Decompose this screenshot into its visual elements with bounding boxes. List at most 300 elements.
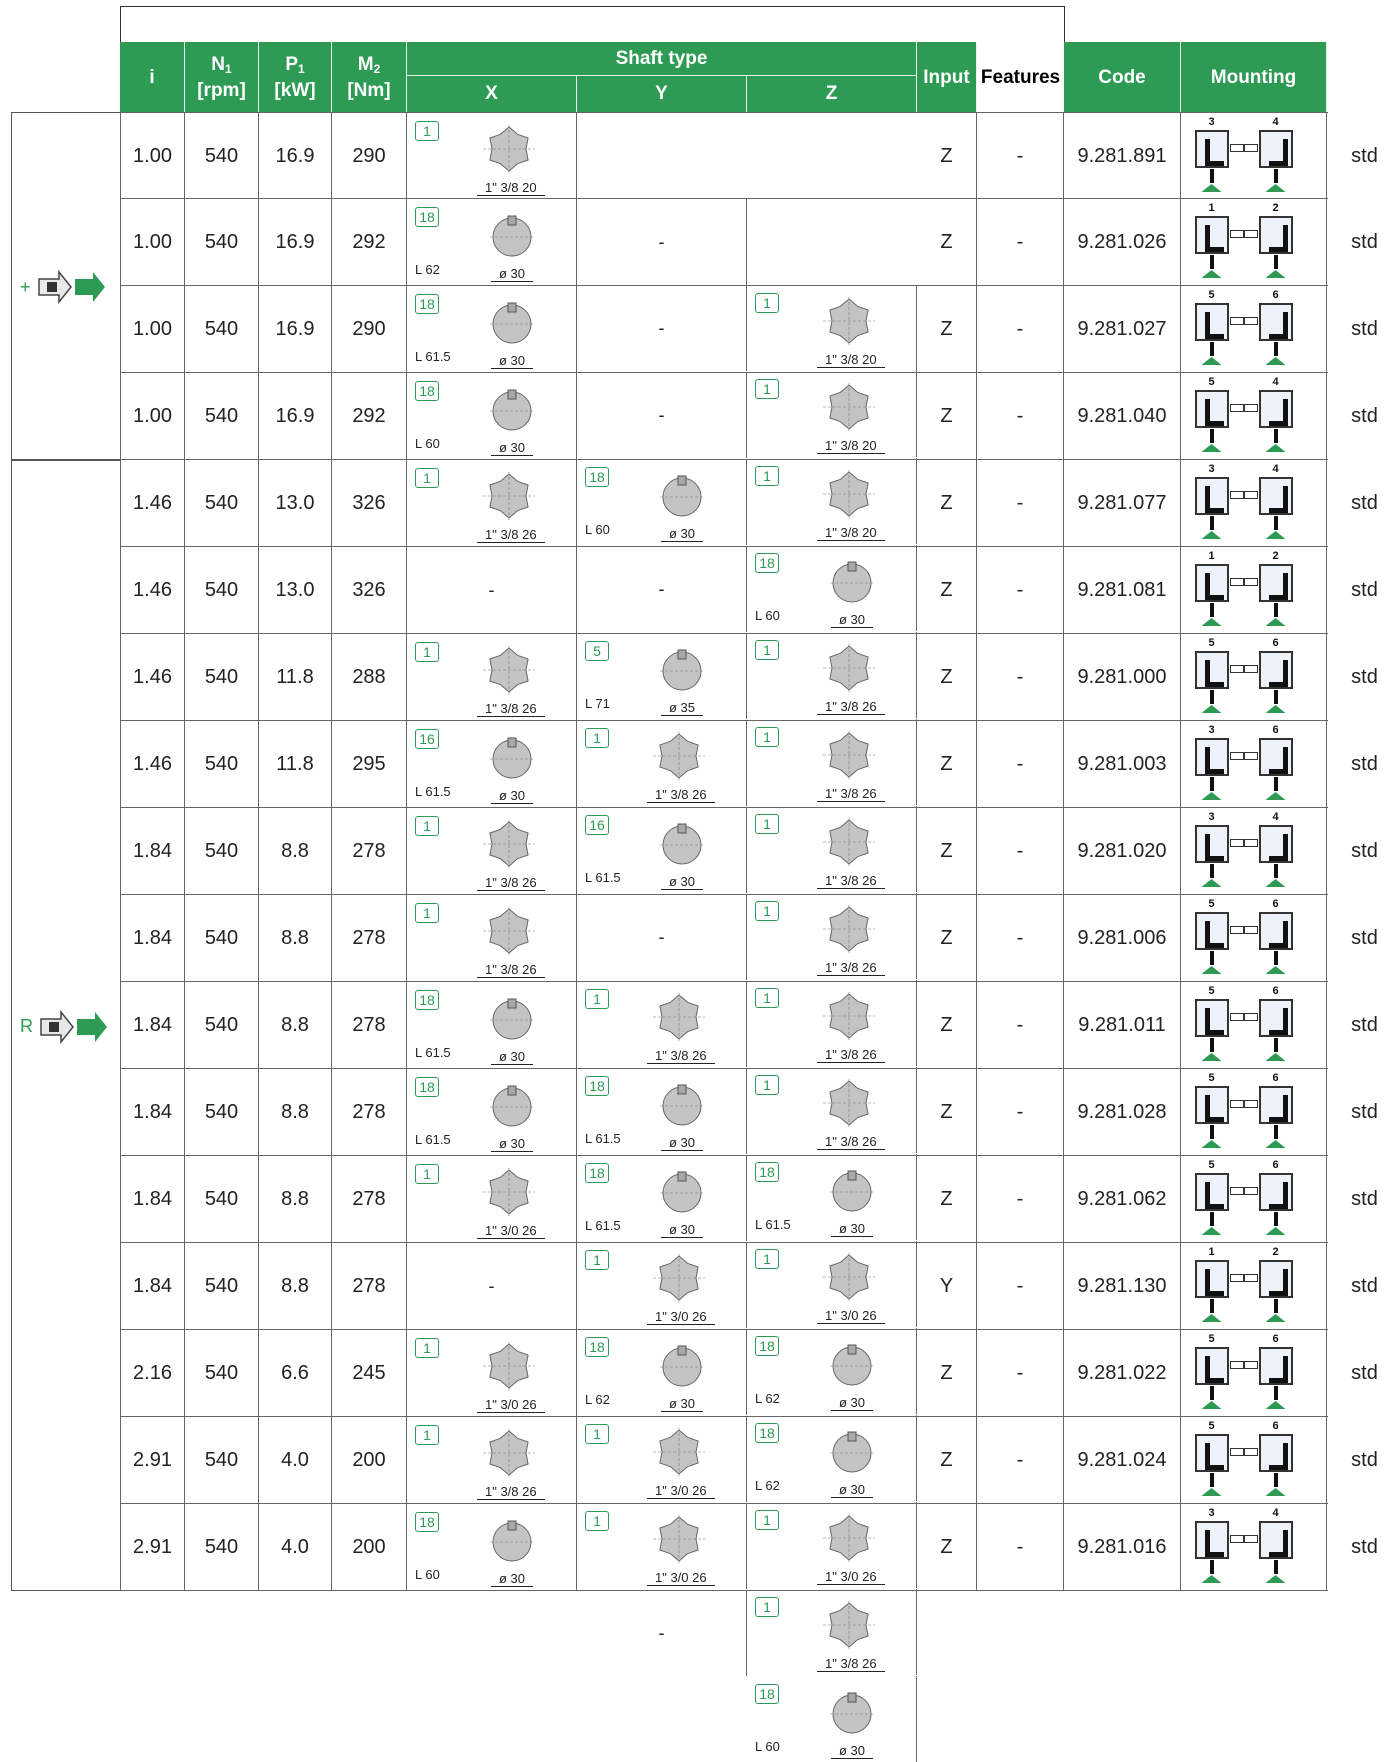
base-arrow-icon <box>1266 1314 1286 1322</box>
mount-position-number: 1 <box>1208 550 1215 562</box>
cell-input <box>917 808 977 894</box>
cell-x <box>407 373 577 459</box>
shaft-badge: 1 <box>415 1338 439 1358</box>
value-n1: 540 <box>204 491 239 514</box>
value-input: Z <box>940 144 953 167</box>
value-m2: 278 <box>352 926 386 949</box>
keyed-shaft-icon <box>489 996 535 1042</box>
cell-m2 <box>332 808 407 894</box>
output-shaft-icon <box>1274 1212 1278 1226</box>
value-i: 1.46 <box>133 752 172 775</box>
output-shaft-icon <box>1274 777 1278 791</box>
shaft-dimension: ø 30 <box>839 1395 866 1410</box>
value-input: Z <box>940 317 953 340</box>
base-arrow-icon <box>1202 705 1222 713</box>
cell-p1 <box>259 113 332 199</box>
base-arrow-icon <box>1202 1227 1222 1235</box>
mount-position-number: 6 <box>1272 637 1279 649</box>
coupling-icon <box>1230 926 1244 934</box>
cell-mount <box>1181 113 1327 199</box>
shaft-dimension: 1" 3/0 26 <box>655 1570 707 1585</box>
col-x: X <box>407 76 577 112</box>
cell-i <box>120 547 185 633</box>
shaft-length: L 60 <box>585 522 610 537</box>
mounting-diagram <box>1184 637 1324 717</box>
cell-x <box>407 808 577 894</box>
output-shaft-icon <box>1274 1299 1278 1313</box>
coupling-icon <box>1230 1361 1244 1369</box>
output-shaft-icon <box>1210 1212 1214 1226</box>
mounting-diagram <box>1184 116 1324 196</box>
shaft-dimension: 1" 3/8 26 <box>825 699 877 714</box>
value-features: - <box>1016 1274 1024 1297</box>
shaft-dimension: 1" 3/8 26 <box>485 1484 537 1499</box>
output-shaft-icon <box>1274 1386 1278 1400</box>
std-text: std <box>1351 404 1378 427</box>
value-i: 1.84 <box>133 839 172 862</box>
col-features: Features <box>977 42 1064 112</box>
base-arrow-icon <box>1202 357 1222 365</box>
cell-m2 <box>332 547 407 633</box>
shaft-badge: 1 <box>755 1597 779 1617</box>
value-n1: 540 <box>204 317 239 340</box>
output-shaft-icon <box>1210 864 1214 878</box>
col-code: Code <box>1064 42 1181 112</box>
cell-x <box>407 895 577 981</box>
cell-code <box>1064 460 1181 546</box>
cell-m2 <box>332 373 407 459</box>
cell-mount <box>1181 199 1327 285</box>
std-label <box>1327 1069 1400 1155</box>
value-n1: 540 <box>204 926 239 949</box>
value-features: - <box>1016 317 1024 340</box>
l-shape-icon <box>1205 1182 1224 1209</box>
cell-code <box>1064 634 1181 720</box>
spline-shaft <box>821 1599 877 1657</box>
mounting-diagram <box>1184 202 1324 282</box>
table-header <box>120 42 1328 112</box>
shaft-dimension: 1" 3/8 26 <box>825 786 877 801</box>
shaft-dimension: 1" 3/0 26 <box>485 1223 537 1238</box>
cell-x <box>407 1504 577 1590</box>
mounting-diagram <box>1184 1246 1324 1326</box>
mounting-diagram <box>1184 1072 1324 1152</box>
cell-m2 <box>332 1417 407 1503</box>
mounting-diagram <box>1184 811 1324 891</box>
cell-x <box>407 460 577 546</box>
cell-n1 <box>185 1417 259 1503</box>
shaft-dimension: ø 35 <box>669 700 696 715</box>
value-code: 9.281.000 <box>1077 665 1167 688</box>
l-shape-icon <box>1205 1095 1224 1122</box>
cell-n1 <box>185 1504 259 1590</box>
cell-m2 <box>332 1156 407 1242</box>
j-shape-icon <box>1269 1008 1288 1035</box>
shaft-dimension: ø 30 <box>499 266 526 281</box>
spline-shaft-icon <box>821 1599 877 1651</box>
keyed-shaft <box>489 213 535 265</box>
shaft-dimension: ø 30 <box>669 874 696 889</box>
value-features: - <box>1016 230 1024 253</box>
shaft-dimension: ø 30 <box>499 1049 526 1064</box>
spline-shaft <box>481 905 537 963</box>
spline-shaft <box>481 644 537 702</box>
keyed-shaft <box>489 387 535 439</box>
value-features: - <box>1016 1187 1024 1210</box>
cell-features <box>977 808 1064 894</box>
std-text: std <box>1351 1187 1378 1210</box>
std-label <box>1327 460 1400 546</box>
value-m2: 290 <box>352 317 386 340</box>
value-i: 1.46 <box>133 491 172 514</box>
value-i: 1.84 <box>133 926 172 949</box>
coupling-icon <box>1244 665 1258 673</box>
cell-x <box>407 1069 577 1155</box>
cell-p1 <box>259 373 332 459</box>
cell-i <box>120 982 185 1068</box>
base-arrow-icon <box>1202 792 1222 800</box>
cell-mount <box>1181 634 1327 720</box>
value-features: - <box>1016 1448 1024 1471</box>
value-i: 1.00 <box>133 317 172 340</box>
value-n1: 540 <box>204 1535 239 1558</box>
value-i: 1.84 <box>133 1187 172 1210</box>
coupling-icon <box>1230 1100 1244 1108</box>
shaft-badge: 18 <box>415 1077 439 1097</box>
cell-p1 <box>259 547 332 633</box>
mount-position-number: 5 <box>1208 985 1215 997</box>
cell-x <box>407 982 577 1068</box>
shaft-badge: 18 <box>585 1337 609 1357</box>
output-shaft-icon <box>1274 516 1278 530</box>
value-m2: 200 <box>352 1535 386 1558</box>
cell-code <box>1064 113 1181 199</box>
std-text: std <box>1351 1361 1378 1384</box>
mount-position-number: 1 <box>1208 1246 1215 1258</box>
value-code: 9.281.024 <box>1077 1448 1167 1471</box>
shaft-dimension: 1" 3/0 26 <box>655 1309 707 1324</box>
output-shaft-icon <box>1210 1560 1214 1574</box>
mount-position-number: 6 <box>1272 1159 1279 1171</box>
shaft-type-group <box>407 42 917 112</box>
cell-code <box>1064 1504 1181 1590</box>
coupling-icon <box>1244 1448 1258 1456</box>
coupling-icon <box>1230 1448 1244 1456</box>
base-arrow-icon <box>1202 1401 1222 1409</box>
gearbox-icon <box>1195 130 1229 168</box>
base-arrow-icon <box>1266 966 1286 974</box>
cell-n1 <box>185 982 259 1068</box>
gearbox-icon <box>1195 216 1229 254</box>
shaft-dimension: 1" 3/8 26 <box>825 1656 877 1671</box>
cell-features <box>977 547 1064 633</box>
shaft-length: L 61.5 <box>415 784 451 799</box>
shaft-length: L 61.5 <box>585 870 621 885</box>
gearbox-icon <box>1259 1521 1293 1559</box>
spline-shaft <box>481 1340 537 1398</box>
keyed-shaft <box>489 300 535 352</box>
value-features: - <box>1016 1535 1024 1558</box>
shaft-dimension: 1" 3/8 26 <box>485 701 537 716</box>
shaft-badge: 16 <box>585 815 609 835</box>
shaft-type-title: Shaft type <box>407 42 917 76</box>
l-shape-icon <box>1205 139 1224 166</box>
cell-n1 <box>185 1243 259 1329</box>
coupling-icon <box>1244 578 1258 586</box>
value-n1: 540 <box>204 578 239 601</box>
mount-position-number: 2 <box>1272 550 1279 562</box>
value-m2: 288 <box>352 665 386 688</box>
shaft-length: L 60 <box>415 436 440 451</box>
value-input: Z <box>940 1448 953 1471</box>
base-arrow-icon <box>1266 705 1286 713</box>
value-features: - <box>1016 839 1024 862</box>
coupling-icon <box>1230 665 1244 673</box>
shaft-dimension: 1" 3/8 26 <box>825 1134 877 1149</box>
cell-features <box>977 1504 1064 1590</box>
mount-position-number: 6 <box>1272 724 1279 736</box>
empty-dash: - <box>658 926 665 947</box>
value-features: - <box>1016 1100 1024 1123</box>
empty-dash: - <box>658 231 665 252</box>
j-shape-icon <box>1269 1443 1288 1470</box>
value-m2: 292 <box>352 404 386 427</box>
cell-n1 <box>185 1156 259 1242</box>
cell-x <box>407 721 577 807</box>
base-arrow-icon <box>1202 531 1222 539</box>
cell-p1 <box>259 982 332 1068</box>
std-text: std <box>1351 144 1378 167</box>
value-code: 9.281.077 <box>1077 491 1167 514</box>
gearbox-icon <box>1195 1347 1229 1385</box>
gearbox-icon <box>1195 390 1229 428</box>
value-input: Z <box>940 404 953 427</box>
shaft-badge: 1 <box>585 728 609 748</box>
value-n1: 540 <box>204 1274 239 1297</box>
j-shape-icon <box>1269 399 1288 426</box>
mount-position-number: 3 <box>1208 116 1215 128</box>
shaft-dimension: ø 30 <box>499 1571 526 1586</box>
coupling-icon <box>1244 752 1258 760</box>
coupling-icon <box>1230 1274 1244 1282</box>
gearbox-icon <box>1259 477 1293 515</box>
value-p1: 13.0 <box>275 578 315 601</box>
cell-code <box>1064 1417 1181 1503</box>
cell-input <box>917 721 977 807</box>
output-shaft-icon <box>1274 1125 1278 1139</box>
value-m2: 295 <box>352 752 386 775</box>
output-shaft-icon <box>1210 516 1214 530</box>
cell-n1 <box>185 113 259 199</box>
std-text: std <box>1351 1274 1378 1297</box>
cell-m2 <box>332 1243 407 1329</box>
value-n1: 540 <box>204 1361 239 1384</box>
mount-position-number: 1 <box>1208 202 1215 214</box>
shaft-length: L 61.5 <box>415 1132 451 1147</box>
empty-dash: - <box>658 404 665 425</box>
shaft-dimension: ø 30 <box>669 526 696 541</box>
mount-position-number: 4 <box>1272 463 1279 475</box>
cell-m2 <box>332 199 407 285</box>
shaft-length: L 62 <box>755 1478 780 1493</box>
cell-n1 <box>185 1330 259 1416</box>
mount-position-number: 5 <box>1208 1420 1215 1432</box>
cell-mount <box>1181 1243 1327 1329</box>
l-shape-icon <box>1205 1269 1224 1296</box>
coupling-icon <box>1244 1361 1258 1369</box>
spline-shaft-icon <box>481 1340 537 1392</box>
cell-code <box>1064 808 1181 894</box>
value-m2: 290 <box>352 144 386 167</box>
std-text: std <box>1351 1013 1378 1036</box>
mount-position-number: 5 <box>1208 1159 1215 1171</box>
cell-mount <box>1181 1069 1327 1155</box>
value-p1: 16.9 <box>275 144 315 167</box>
base-arrow-icon <box>1266 792 1286 800</box>
output-shaft-icon <box>1210 777 1214 791</box>
shaft-length: L 61.5 <box>415 349 451 364</box>
value-input: Z <box>940 230 953 253</box>
value-m2: 278 <box>352 1274 386 1297</box>
value-input: Z <box>940 1100 953 1123</box>
shaft-length: L 61.5 <box>585 1218 621 1233</box>
shaft-badge: 18 <box>415 207 439 227</box>
shaft-length: L 60 <box>755 1739 780 1754</box>
value-n1: 540 <box>204 1013 239 1036</box>
shaft-length: L 61.5 <box>415 1045 451 1060</box>
cell-p1 <box>259 895 332 981</box>
value-code: 9.281.028 <box>1077 1100 1167 1123</box>
cell-i <box>120 1069 185 1155</box>
shaft-dimension: 1" 3/0 26 <box>485 1397 537 1412</box>
std-label <box>1327 547 1400 633</box>
cell-code <box>1064 895 1181 981</box>
shaft-dimension: ø 30 <box>669 1135 696 1150</box>
shaft-badge: 1 <box>755 727 779 747</box>
mount-position-number: 5 <box>1208 289 1215 301</box>
coupling-icon <box>1230 317 1244 325</box>
shaft-badge: 1 <box>415 468 439 488</box>
value-code: 9.281.022 <box>1077 1361 1167 1384</box>
std-label <box>1327 286 1400 372</box>
value-p1: 8.8 <box>281 926 309 949</box>
output-shaft-icon <box>1274 1473 1278 1487</box>
mount-position-number: 4 <box>1272 1507 1279 1519</box>
shaft-dimension: ø 30 <box>839 1221 866 1236</box>
cell-features <box>977 1330 1064 1416</box>
shaft-badge: 18 <box>755 1423 779 1443</box>
output-shaft-icon <box>1210 429 1214 443</box>
base-arrow-icon <box>1266 444 1286 452</box>
value-features: - <box>1016 1361 1024 1384</box>
gearbox-arrow-icon <box>39 1010 109 1044</box>
value-i: 2.16 <box>133 1361 172 1384</box>
cell-i <box>120 634 185 720</box>
cell-n1 <box>185 634 259 720</box>
output-shaft-icon <box>1210 951 1214 965</box>
std-label <box>1327 1330 1400 1416</box>
gearbox-icon <box>1259 1347 1293 1385</box>
gearbox-icon <box>1259 651 1293 689</box>
value-features: - <box>1016 665 1024 688</box>
cell-n1 <box>185 286 259 372</box>
mounting-diagram <box>1184 1333 1324 1413</box>
cell-z <box>747 1676 917 1762</box>
output-shaft-icon <box>1274 342 1278 356</box>
keyed-shaft-icon <box>489 300 535 346</box>
spline-shaft <box>481 1427 537 1485</box>
coupling-icon <box>1244 1535 1258 1543</box>
shaft-badge: 1 <box>755 814 779 834</box>
base-arrow-icon <box>1266 879 1286 887</box>
cell-m2 <box>332 721 407 807</box>
shaft-badge: 1 <box>415 121 439 141</box>
output-shaft-icon <box>1210 255 1214 269</box>
value-p1: 6.6 <box>281 1361 309 1384</box>
shaft-dimension: 1" 3/0 26 <box>825 1569 877 1584</box>
keyed-shaft-icon <box>489 1518 535 1564</box>
gearbox-icon <box>1259 1086 1293 1124</box>
cell-m2 <box>332 1069 407 1155</box>
base-arrow-icon <box>1266 618 1286 626</box>
cell-m2 <box>332 895 407 981</box>
j-shape-icon <box>1269 921 1288 948</box>
mounting-diagram <box>1184 898 1324 978</box>
cell-input <box>917 1243 977 1329</box>
j-shape-icon <box>1269 486 1288 513</box>
shaft-badge: 18 <box>755 553 779 573</box>
value-i: 2.91 <box>133 1535 172 1558</box>
coupling-icon <box>1230 144 1244 152</box>
value-input: Y <box>939 1274 954 1297</box>
cell-i <box>120 1330 185 1416</box>
std-text: std <box>1351 317 1378 340</box>
shaft-badge: 18 <box>415 990 439 1010</box>
cell-x <box>407 113 577 199</box>
cell-code <box>1064 199 1181 285</box>
coupling-icon <box>1230 230 1244 238</box>
shaft-dimension: ø 30 <box>499 1136 526 1151</box>
shaft-length: L 60 <box>415 1567 440 1582</box>
shaft-badge: 1 <box>755 466 779 486</box>
keyed-shaft-icon <box>489 1083 535 1129</box>
l-shape-icon <box>1205 1443 1224 1470</box>
gearbox-icon <box>1195 912 1229 950</box>
cell-input <box>917 634 977 720</box>
shaft-dimension: ø 30 <box>499 788 526 803</box>
shaft-dimension: ø 30 <box>499 353 526 368</box>
shaft-dimension: 1" 3/8 26 <box>655 787 707 802</box>
l-shape-icon <box>1205 1356 1224 1383</box>
l-shape-icon <box>1205 660 1224 687</box>
value-p1: 8.8 <box>281 1187 309 1210</box>
mount-position-number: 5 <box>1208 376 1215 388</box>
j-shape-icon <box>1269 1269 1288 1296</box>
empty-dash: - <box>488 1275 495 1296</box>
shaft-dimension: ø 30 <box>669 1396 696 1411</box>
value-m2: 326 <box>352 578 386 601</box>
cell-input <box>917 1069 977 1155</box>
cell-code <box>1064 547 1181 633</box>
value-p1: 11.8 <box>276 752 314 775</box>
value-code: 9.281.006 <box>1077 926 1167 949</box>
shaft-badge: 1 <box>415 903 439 923</box>
shaft-badge: 1 <box>585 1250 609 1270</box>
value-m2: 200 <box>352 1448 386 1471</box>
base-arrow-icon <box>1266 1227 1286 1235</box>
value-n1: 540 <box>204 230 239 253</box>
value-code: 9.281.016 <box>1077 1535 1167 1558</box>
